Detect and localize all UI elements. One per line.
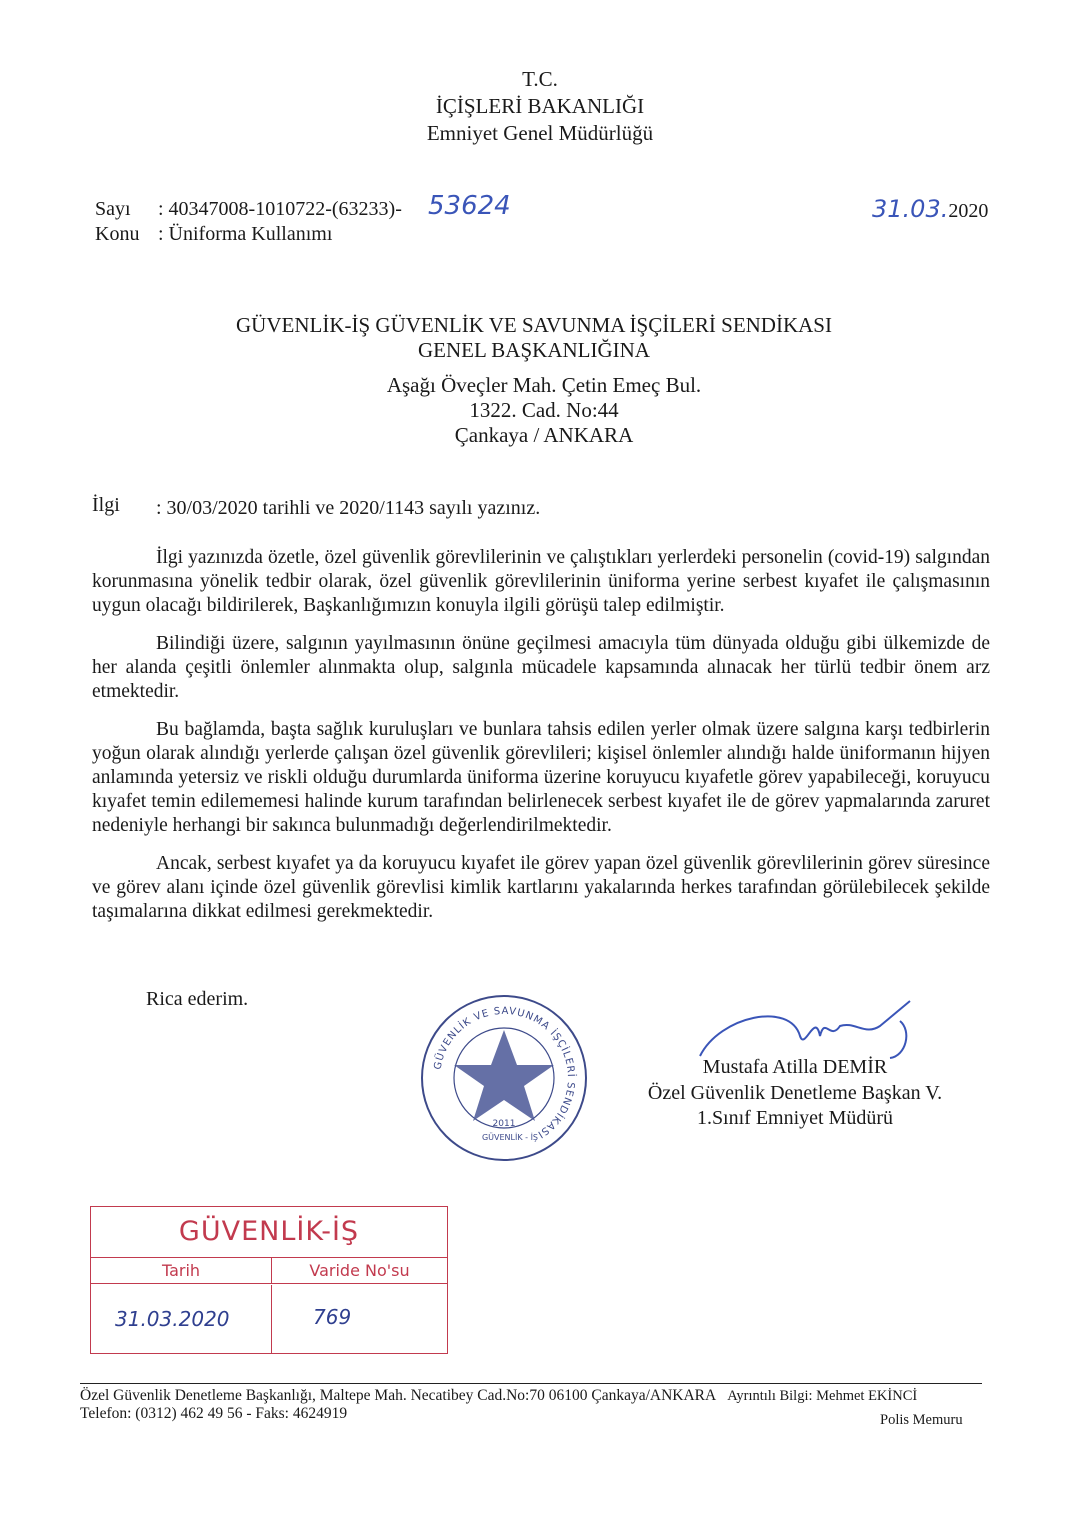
receipt-stamp-number: 769: [313, 1305, 352, 1329]
receipt-stamp-title: GÜVENLİK-İŞ: [91, 1207, 447, 1258]
seal-year: 2011: [492, 1119, 516, 1129]
signatory-name: Mustafa Atilla DEMİR: [702, 1056, 888, 1078]
paragraph-1: İlgi yazınızda özetle, özel güvenlik görevlilerinin ve çalıştıkları yerlerdeki personelin (covid-19) salgından korunmasına yönelik tedbir olarak, özel güvenlik görevlilerinin üniforma yerine serbest kıyafet ile çalışmasının uygun olacağı bildirilerek, Başkanlığımızın konuyla ilgili görüşü talep edilmiştir.: [92, 547, 990, 616]
footer-role: Polis Memuru: [880, 1412, 963, 1428]
paragraph-4: Ancak, serbest kıyafet ya da koruyucu kıyafet ile görev yapan özel güvenlik görevlilerinin görev süresince ve görev alanı içinde özel güvenlik görevlisi kimlik kartlarını yakalarında herkes tarafından görülebilecek şekilde taşımalarına dikkat edilmesi gerekmektedir.: [92, 853, 990, 922]
sayi-label: Sayı: [95, 198, 131, 220]
recipient-address3: Çankaya / ANKARA: [454, 423, 634, 447]
signatory-rank: 1.Sınıf Emniyet Müdürü: [696, 1107, 894, 1129]
receipt-stamp-date: 31.03.2020: [115, 1307, 230, 1331]
receipt-stamp-col-number: Varide No'su: [309, 1261, 410, 1280]
ilgi-value: : 30/03/2020 tarihli ve 2020/1143 sayılı yazınız.: [156, 497, 541, 519]
footer-address: [80, 1387, 978, 1405]
recipient-line1: GÜVENLİK-İŞ GÜVENLİK VE SAVUNMA İŞÇİLERİ SENDİKASI: [236, 313, 832, 337]
ilgi-label: İlgi: [92, 494, 120, 516]
footer-address-text: Özel Güvenlik Denetleme Başkanlığı, Maltepe Mah. Necatibey Cad.No:70 06100 Çankaya/ANKARA: [80, 1387, 716, 1404]
seal-graphic: [418, 992, 590, 1164]
union-seal: [418, 992, 590, 1164]
header-tc: T.C.: [522, 67, 558, 91]
signatory-title: Özel Güvenlik Denetleme Başkan V.: [647, 1082, 943, 1104]
receipt-stamp-col-date: Tarih: [91, 1258, 272, 1283]
receipt-stamp-divider: [271, 1285, 272, 1353]
recipient-address2: 1322. Cad. No:44: [469, 398, 619, 422]
footer-rule: [80, 1383, 982, 1384]
header-directorate: Emniyet Genel Müdürlüğü: [426, 121, 654, 145]
konu-label: Konu: [95, 223, 140, 245]
receipt-stamp: [90, 1206, 448, 1354]
header-ministry: İÇİŞLERİ BAKANLIĞI: [435, 94, 645, 118]
paragraph-2: Bilindiği üzere, salgının yayılmasının önüne geçilmesi amacıyla tüm dünyada olduğu gibi ülkemizde de her alanda çeşitli önlemler alınmakta olup, salgınla mücadele kapsamında alınacak her türlü tedbir önem arz etmektedir.: [92, 633, 990, 702]
sayi-value: : 40347008-1010722-(63233)-: [158, 198, 402, 220]
seal-text-top: GÜVENLİK VE SAVUNMA İŞÇİLERİ SENDİKASI: [432, 1005, 577, 1140]
recipient-address1: Aşağı Öveçler Mah. Çetin Emeç Bul.: [386, 373, 702, 397]
footer-info: Ayrıntılı Bilgi: Mehmet EKİNCİ: [727, 1388, 918, 1404]
konu-value: : Üniforma Kullanımı: [158, 223, 333, 245]
receipt-stamp-header-row: [91, 1258, 447, 1284]
recipient-line2: GENEL BAŞKANLIĞINA: [418, 338, 650, 362]
paragraph-3: Bu bağlamda, başta sağlık kuruluşları ve bunlara tahsis edilen yerler olmak üzere salgına karşı tedbirlerin yoğun olarak alındığı yerlerde çalışan özel güvenlik görevlileri; kişisel önlemler alındığı halde üniformanın hijyen anlamında yetersiz ve riskli olduğu durumlarda üniforma üzerine koruyucu kıyafetle görev yapabileceği, koruyucu kıyafet temin edilememesi halinde kurum tarafından belirlenecek serbest kıyafet ile de görev yapmalarında zaruret nedeniyle herhangi bir sakınca bulunmadığı değerlendirilmektedir.: [92, 719, 990, 836]
document-date: [872, 195, 988, 223]
sayi-handwritten: 53624: [428, 191, 511, 221]
closing: Rica ederim.: [146, 988, 249, 1010]
seal-text-bottom: GÜVENLİK - İŞ: [481, 1133, 539, 1142]
letter-body: [92, 546, 990, 938]
date-handwritten: 31.03.: [872, 195, 949, 223]
date-printed: 2020: [948, 200, 989, 222]
footer-phone: Telefon: (0312) 462 49 56 - Faks: 4624919: [80, 1405, 348, 1422]
